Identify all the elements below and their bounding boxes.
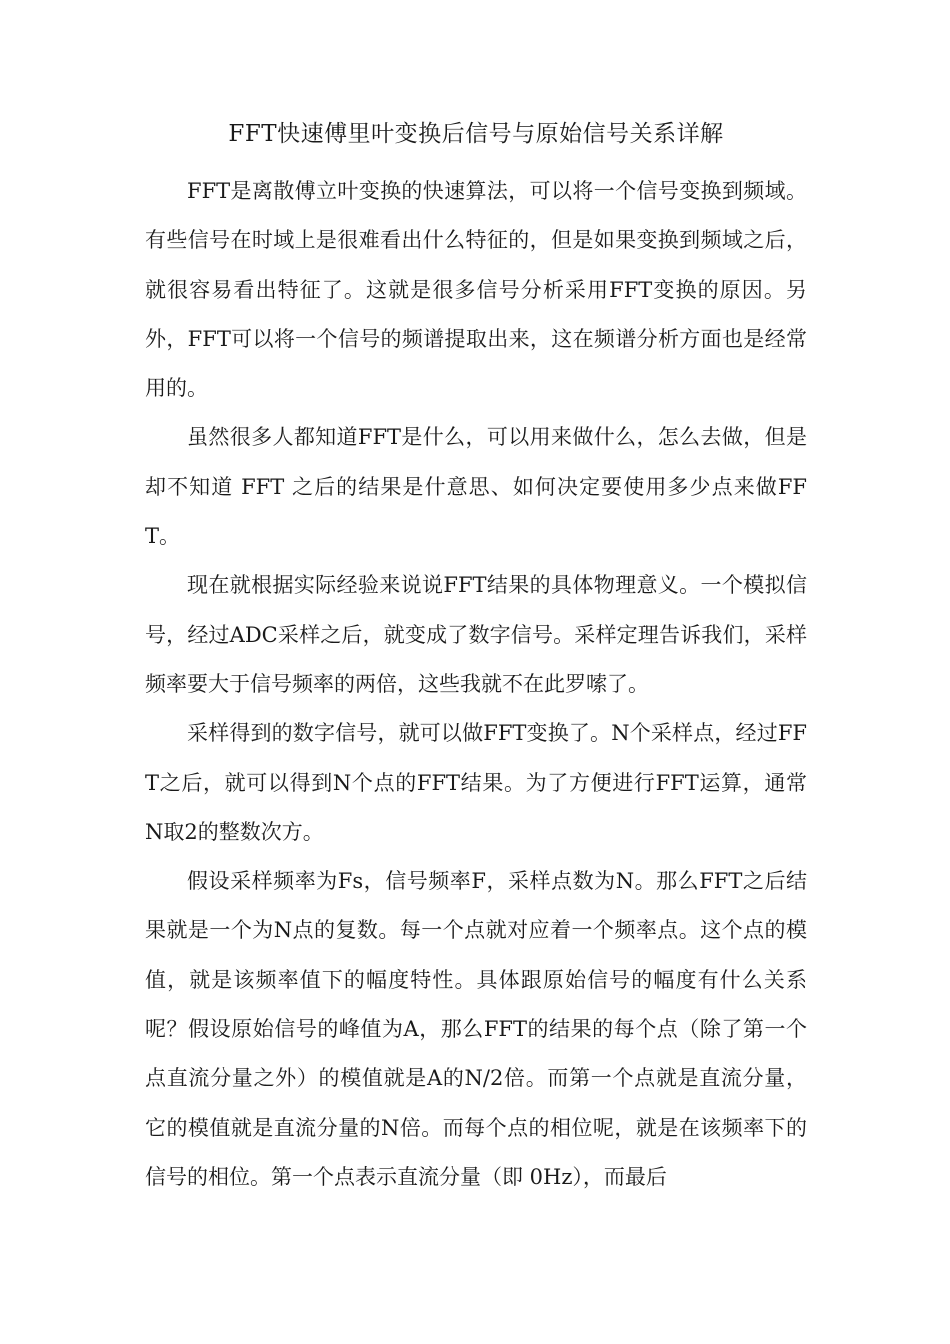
paragraph-fft-meaning-question: 虽然很多人都知道FFT是什么，可以用来做什么，怎么去做，但是却不知道 FFT 之后的结果是什意思、如何决定要使用多少点来做FFT。 bbox=[145, 425, 807, 549]
paragraph-fft-result-meaning: 假设采样频率为Fs，信号频率F，采样点数为N。那么FFT之后结果就是一个为N点的复数。每一个点就对应着一个频率点。这个点的模值，就是该频率值下的幅度特性。具体跟原始信号的幅度有什么关系呢？假设原始信号的峰值为A，那么FFT的结果的每个点（除了第一个点直流分量之外）的模值就是A的N/2倍。而第一个点就是直流分量，它的模值就是直流分量的N倍。而每个点的相位呢，就是在该频率下的信号的相位。第一个点表示直流分量（即 0Hz），而最后 bbox=[145, 869, 807, 1189]
document-title: FFT快速傅里叶变换后信号与原始信号关系详解 bbox=[228, 121, 724, 147]
document-body bbox=[145, 167, 807, 1202]
paragraph-fft-points: 采样得到的数字信号，就可以做FFT变换了。N个采样点，经过FFT之后，就可以得到N个点的FFT结果。为了方便进行FFT运算，通常N取2的整数次方。 bbox=[145, 721, 807, 844]
paragraph-fft-intro: FFT是离散傅立叶变换的快速算法，可以将一个信号变换到频域。有些信号在时域上是很难看出什么特征的，但是如果变换到频域之后，就很容易看出特征了。这就是很多信号分析采用FFT变换的原因。另外，FFT可以将一个信号的频谱提取出来，这在频谱分析方面也是经常用的。 bbox=[145, 179, 807, 401]
paragraph-sampling: 现在就根据实际经验来说说FFT结果的具体物理意义。一个模拟信号，经过ADC采样之后，就变成了数字信号。采样定理告诉我们，采样频率要大于信号频率的两倍，这些我就不在此罗嗦了。 bbox=[145, 573, 807, 696]
